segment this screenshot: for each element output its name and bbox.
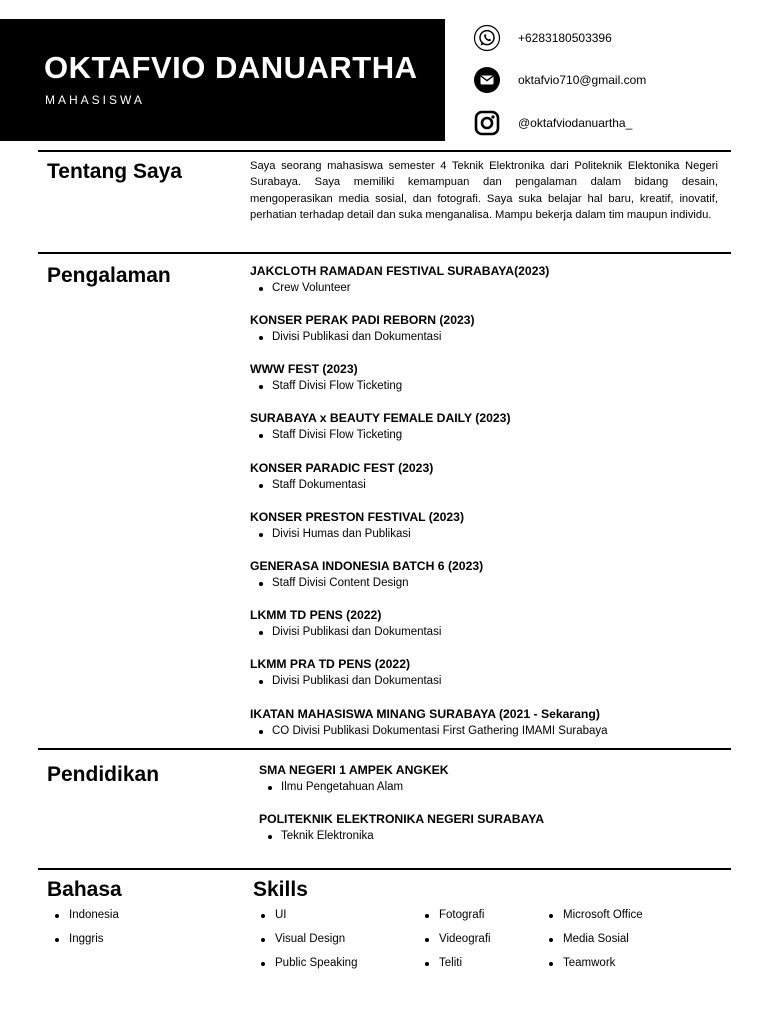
- experience-item: [250, 656, 730, 689]
- languages-heading: Bahasa: [47, 878, 122, 901]
- experience-title: LKMM PRA TD PENS (2022): [250, 657, 411, 671]
- experience-title: KONSER PRESTON FESTIVAL (2023): [250, 510, 465, 524]
- skill-item: Media Sosial: [541, 931, 629, 947]
- phone-number: +6283180503396: [518, 31, 612, 45]
- experience-title: KONSER PERAK PADI REBORN (2023): [250, 313, 475, 327]
- divider: [38, 150, 731, 152]
- divider: [38, 252, 731, 254]
- experience-title: LKMM TD PENS (2022): [250, 608, 382, 622]
- experience-title: WWW FEST (2023): [250, 362, 358, 376]
- skill-item: Microsoft Office: [541, 907, 643, 923]
- skill-item: Fotografi: [417, 907, 484, 923]
- experience-title: SURABAYA x BEAUTY FEMALE DAILY (2023): [250, 411, 511, 425]
- experience-item: [250, 263, 730, 296]
- experience-title: KONSER PARADIC FEST (2023): [250, 461, 434, 475]
- candidate-name: OKTAFVIO DANUARTHA: [44, 50, 418, 85]
- language-item: Indonesia: [47, 907, 119, 923]
- education-item: [259, 762, 729, 795]
- education-school: POLITEKNIK ELEKTRONIKA NEGERI SURABAYA: [259, 812, 545, 826]
- skill-item: Public Speaking: [253, 955, 357, 971]
- contact-phone: [472, 23, 612, 53]
- experience-role: Staff Divisi Content Design: [250, 575, 730, 591]
- experience-role: Divisi Publikasi dan Dokumentasi: [250, 673, 730, 689]
- experience-item: [250, 410, 730, 443]
- skill-item: Visual Design: [253, 931, 345, 947]
- experience-title: JAKCLOTH RAMADAN FESTIVAL SURABAYA(2023): [250, 264, 550, 278]
- experience-role: Divisi Publikasi dan Dokumentasi: [250, 329, 730, 345]
- experience-item: [250, 558, 730, 591]
- instagram-handle: @oktafviodanuartha_: [518, 116, 633, 130]
- skill-item: Teliti: [417, 955, 462, 971]
- skill-item: Teamwork: [541, 955, 615, 971]
- experience-role: Divisi Publikasi dan Dokumentasi: [250, 624, 730, 640]
- email-address: oktafvio710@gmail.com: [518, 73, 647, 87]
- experience-item: [250, 607, 730, 640]
- experience-heading: Pengalaman: [47, 264, 171, 287]
- education-detail: Teknik Elektronika: [259, 828, 729, 844]
- contact-instagram: [472, 108, 633, 138]
- experience-item: [250, 460, 730, 493]
- education-school: SMA NEGERI 1 AMPEK ANGKEK: [259, 763, 449, 777]
- experience-role: Crew Volunteer: [250, 280, 730, 296]
- education-detail: Ilmu Pengetahuan Alam: [259, 779, 729, 795]
- experience-role: Divisi Humas dan Publikasi: [250, 526, 730, 542]
- divider: [38, 748, 731, 750]
- experience-role: Staff Dokumentasi: [250, 477, 730, 493]
- education-heading: Pendidikan: [47, 763, 160, 786]
- skill-item: Videografi: [417, 931, 491, 947]
- divider: [38, 868, 731, 870]
- skill-item: UI: [253, 907, 287, 923]
- experience-role: CO Divisi Publikasi Dokumentasi First Gathering IMAMI Surabaya: [250, 723, 730, 739]
- instagram-icon: [472, 108, 502, 138]
- experience-item: [250, 312, 730, 345]
- experience-role: Staff Divisi Flow Ticketing: [250, 378, 730, 394]
- experience-item: [250, 361, 730, 394]
- contact-email: [472, 65, 647, 95]
- experience-title: GENERASA INDONESIA BATCH 6 (2023): [250, 559, 484, 573]
- skills-heading: Skills: [253, 878, 308, 901]
- email-icon: [472, 65, 502, 95]
- candidate-role: MAHASISWA: [45, 93, 145, 107]
- education-item: [259, 811, 729, 844]
- language-item: Inggris: [47, 931, 104, 947]
- experience-item: [250, 509, 730, 542]
- whatsapp-icon: [472, 23, 502, 53]
- about-text: Saya seorang mahasiswa semester 4 Teknik Elektronika dari Politeknik Elektonika Negeri Surabaya. Saya memiliki kemampuan dan pengalaman dalam bidang desain, mengoperasikan media sosial, dan fotografi. Saya suka belajar hal baru, kreatif, inovatif, perhatian terhadap detail dan suka menganalisa. Mampu bekerja dalam tim maupun individu.: [250, 160, 718, 221]
- experience-role: Staff Divisi Flow Ticketing: [250, 427, 730, 443]
- experience-title: IKATAN MAHASISWA MINANG SURABAYA (2021 - Sekarang): [250, 707, 600, 721]
- about-heading: Tentang Saya: [47, 160, 182, 183]
- experience-item: [250, 706, 730, 739]
